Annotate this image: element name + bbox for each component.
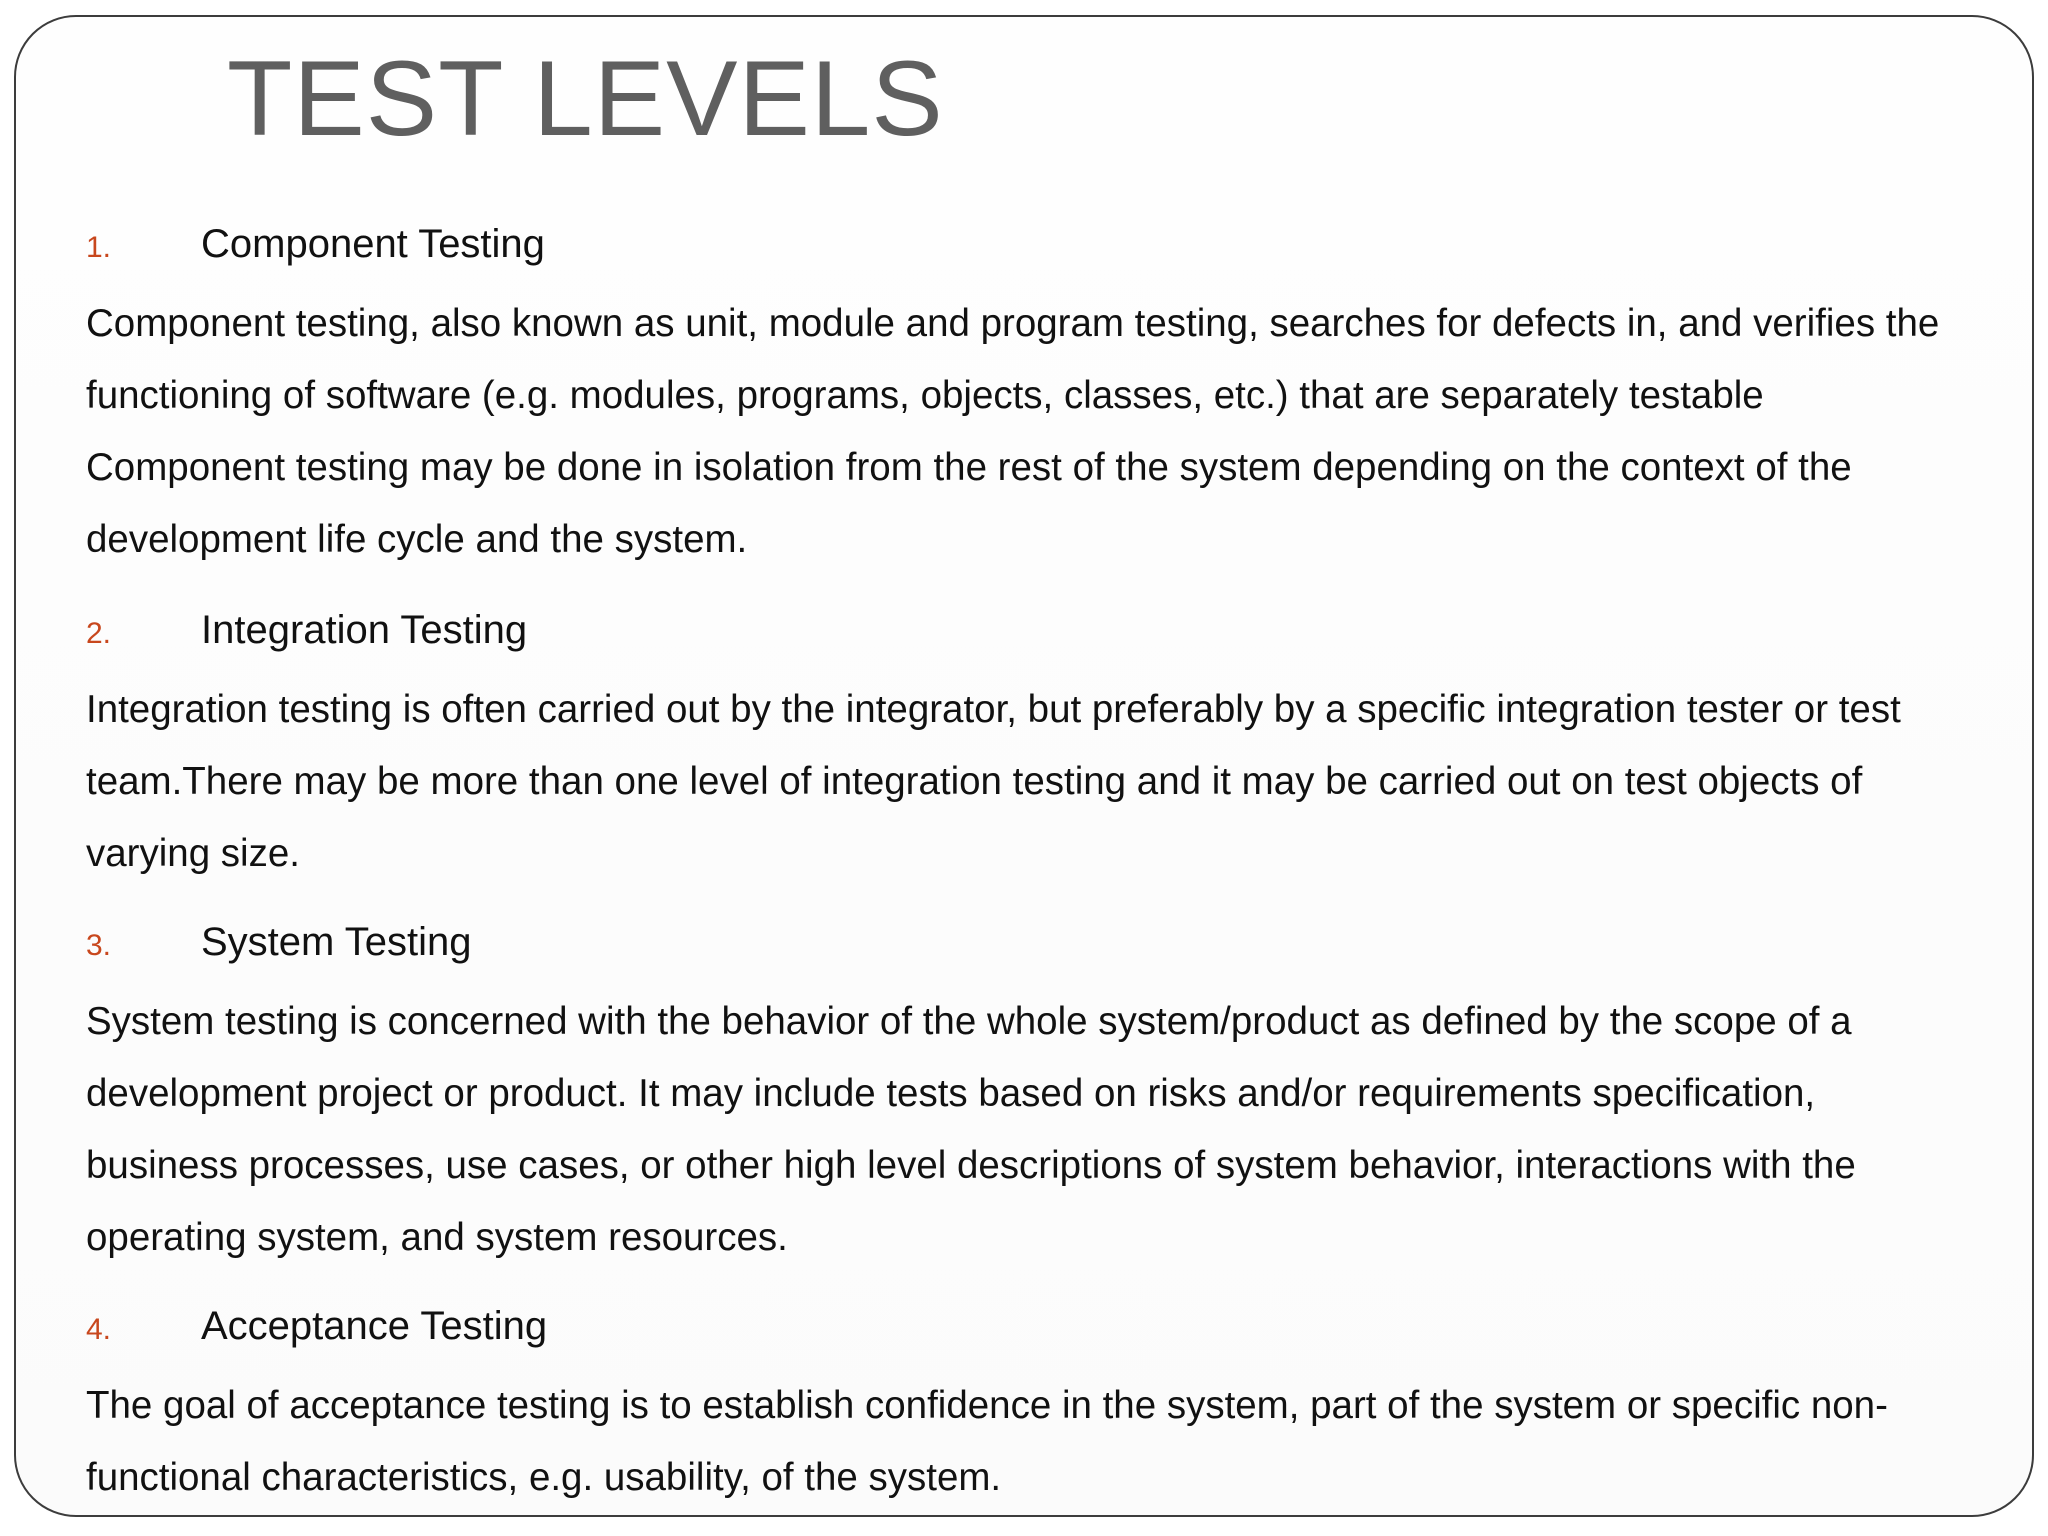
slide-content xyxy=(86,210,2016,1532)
list-item-heading xyxy=(86,210,2016,278)
list-item-title: System Testing xyxy=(201,920,472,964)
list-item-heading xyxy=(86,908,2016,976)
list-item-number: 2. xyxy=(86,617,112,650)
list-item-body xyxy=(86,674,2016,890)
list-item-title: Integration Testing xyxy=(201,608,528,652)
body-line: development project or product. It may include tests based on risks and/or requirements specification, xyxy=(86,1072,1816,1115)
list-item-heading xyxy=(86,1292,2016,1360)
body-line: development life cycle and the system. xyxy=(86,518,748,561)
body-line: functioning of software (e.g. modules, programs, objects, classes, etc.) that are separately testable xyxy=(86,374,1764,417)
list-item-title: Component Testing xyxy=(201,222,545,266)
list-item-heading xyxy=(86,596,2016,664)
body-line: System testing is concerned with the behavior of the whole system/product as defined by the scope of a xyxy=(86,1000,1852,1043)
body-line: Integration testing is often carried out by the integrator, but preferably by a specific integration tester or test xyxy=(86,688,1901,731)
list-item-number: 3. xyxy=(86,929,112,962)
body-line: business processes, use cases, or other high level descriptions of system behavior, interactions with the xyxy=(86,1144,1856,1187)
list-item-number: 4. xyxy=(86,1313,112,1346)
list-item-number: 1. xyxy=(86,231,112,264)
list-item-body xyxy=(86,1370,2016,1514)
list-item-title: Acceptance Testing xyxy=(201,1304,548,1348)
body-line: operating system, and system resources. xyxy=(86,1216,788,1259)
list-item-body xyxy=(86,288,2016,576)
body-line: The goal of acceptance testing is to establish confidence in the system, part of the system or specific non- xyxy=(86,1384,1888,1427)
slide-title: TEST LEVELS xyxy=(227,38,944,158)
body-line: functional characteristics, e.g. usability, of the system. xyxy=(86,1456,1002,1499)
body-line: varying size. xyxy=(86,832,300,875)
body-line: Component testing, also known as unit, module and program testing, searches for defects in, and verifies the xyxy=(86,302,1940,345)
body-line: team.There may be more than one level of integration testing and it may be carried out on test objects of xyxy=(86,760,1863,803)
body-line: Component testing may be done in isolation from the rest of the system depending on the context of the xyxy=(86,446,1852,489)
list-item-body xyxy=(86,986,2016,1274)
